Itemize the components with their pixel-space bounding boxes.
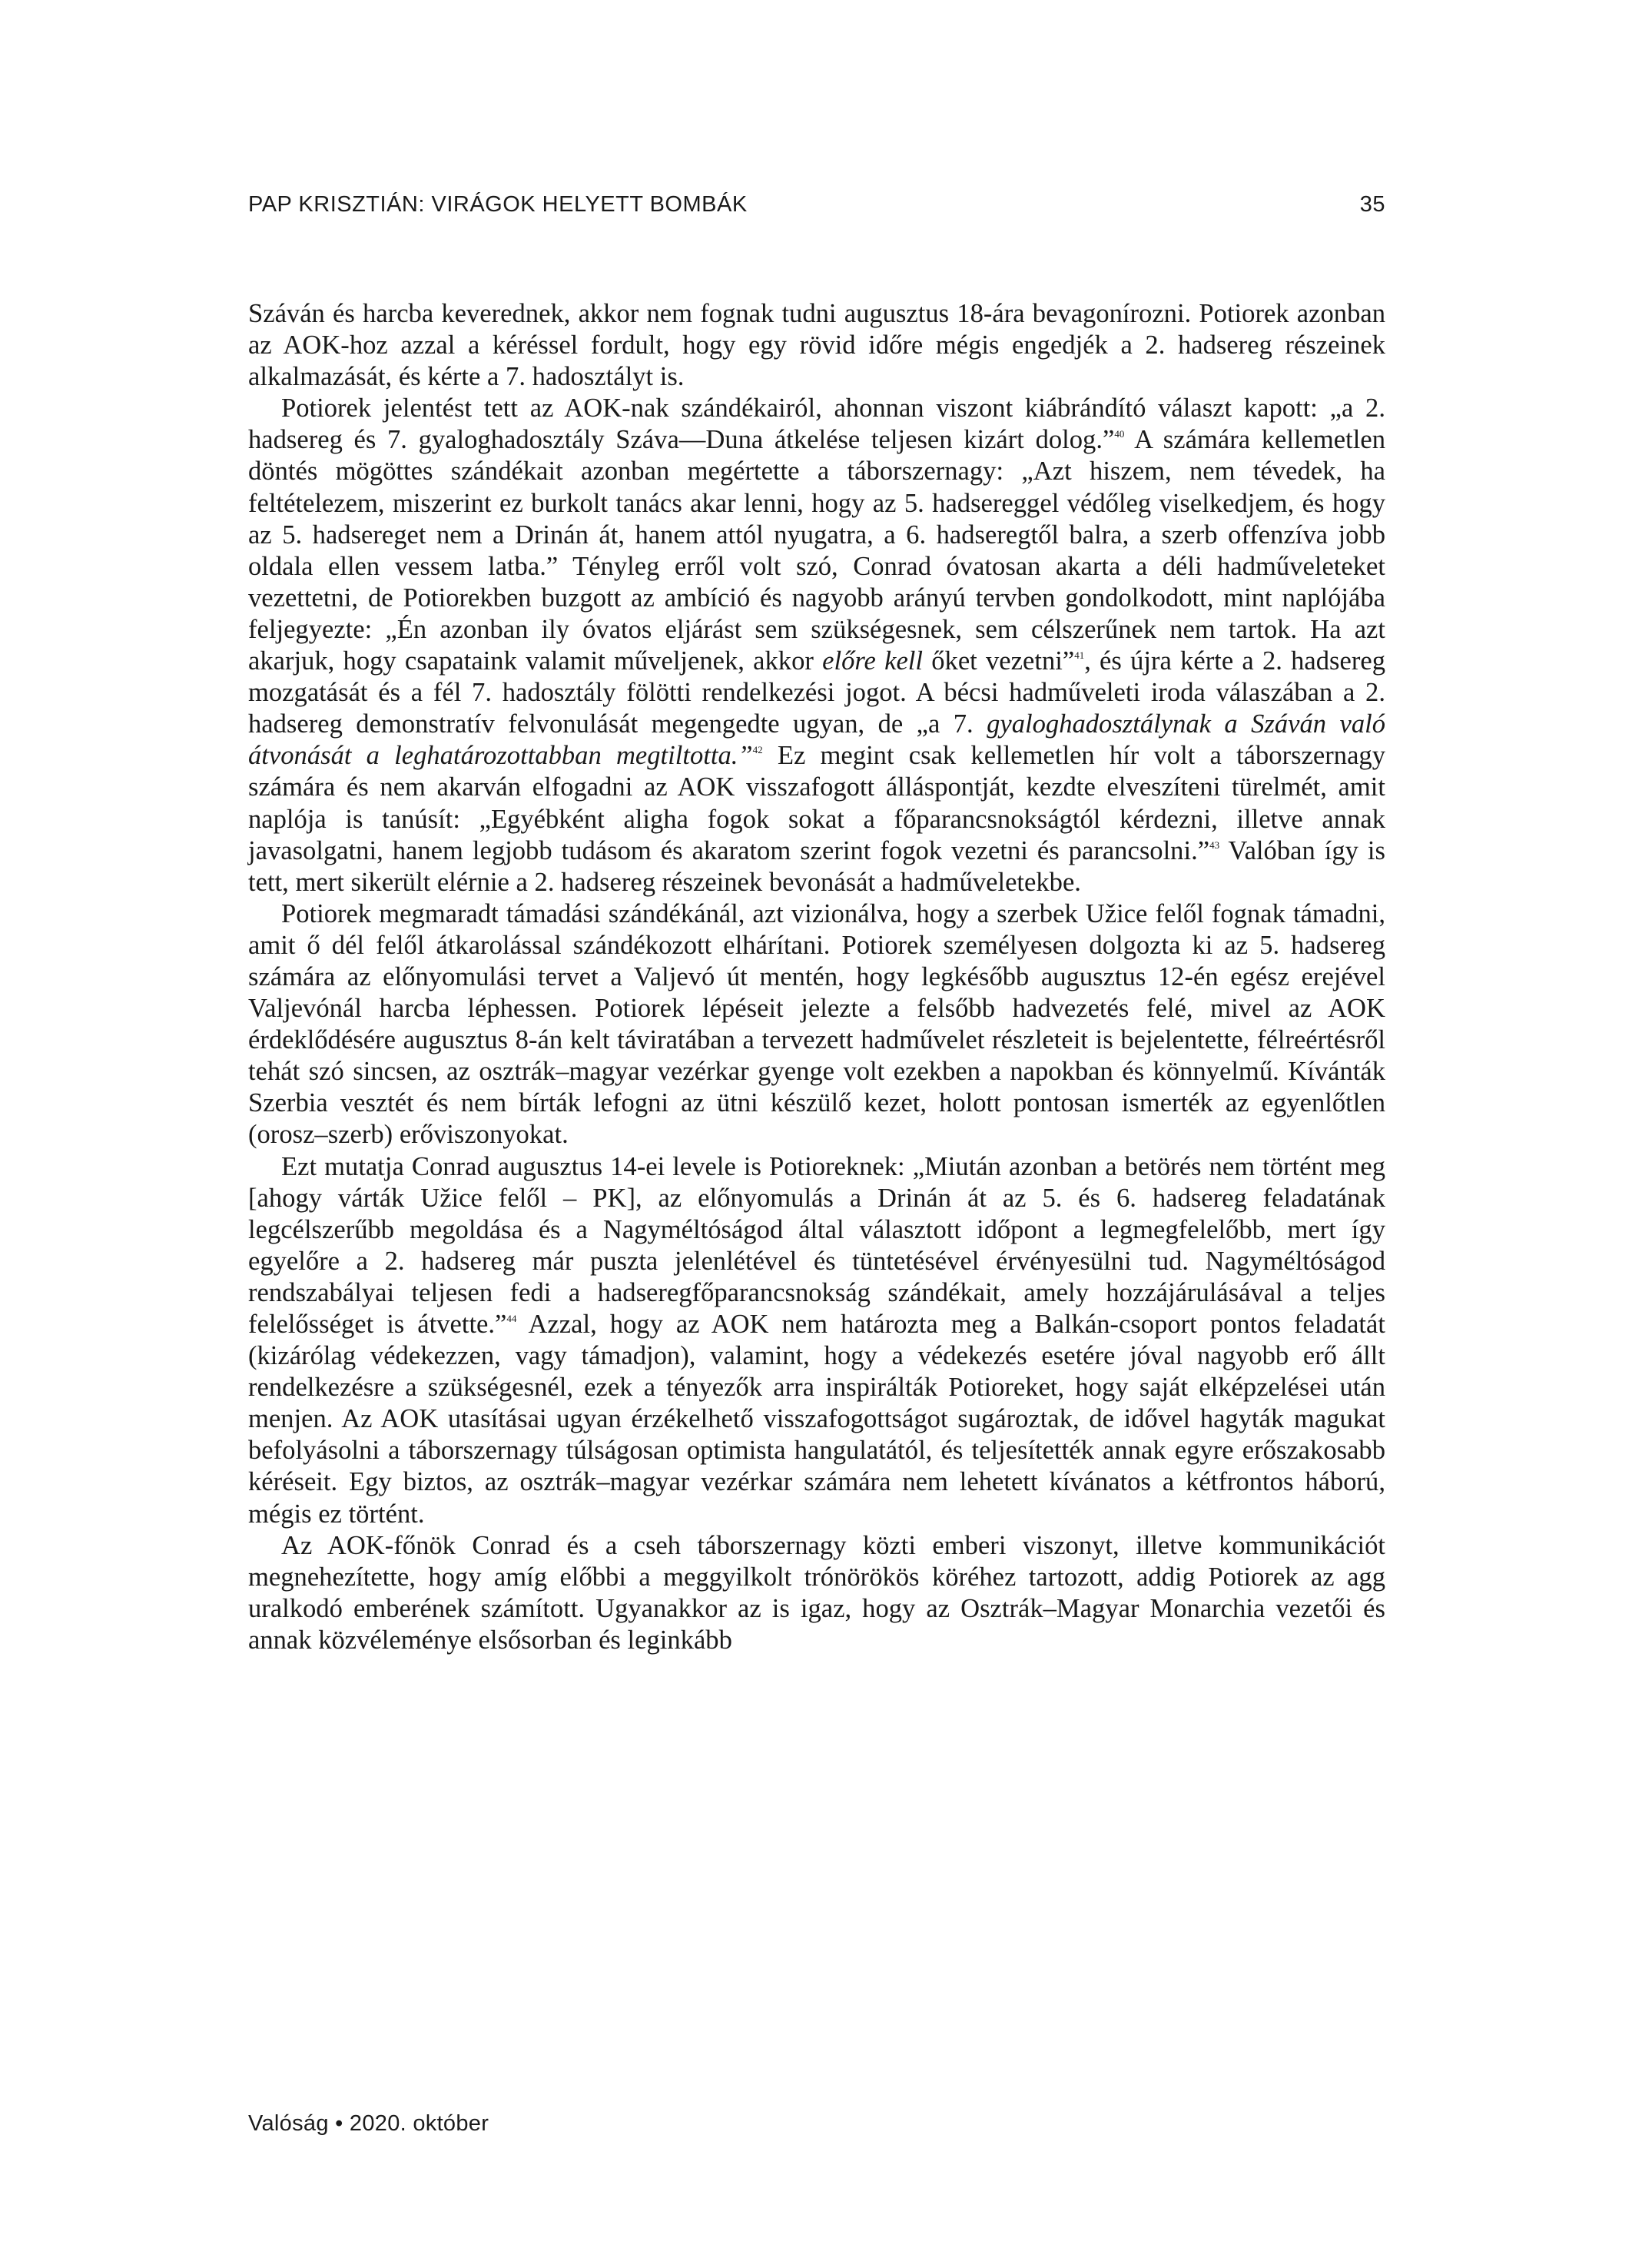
article-body [248,298,1385,1656]
paragraph-text: Az AOK-főnök Conrad és a cseh táborszernagy közti emberi viszonyt, illetve kommunikációt megnehezítette, hogy amíg előbbi a meggyilkolt trónörökös köréhez tartozott, addig Potiorek az agg uralkodó emberének számított. Ugyanakkor az is igaz, hogy az Osztrák–Magyar Monarchia vezetői és annak közvéleménye elsősorban és leginkább [248,1530,1385,1655]
paragraph-text: A számára kellemetlen döntés mögöttes szándékait azonban megértette a táborszernagy: „Azt hiszem, nem tévedek, ha feltételezem, miszerint ez burkolt tanács akar lenni, hogy az 5. hadsereggel védőleg viselkedjem, és hogy az 5. hadsereget nem a Drinán át, hanem attól nyugatra, a 6. hadseregtől balra, a szerb offenzíva jobb oldala ellen vessem latba.” Tényleg erről volt szó, Conrad óvatosan akarta a déli hadműveleteket vezettetni, de Potiorekben buzgott az ambíció és nagyobb arányú tervben gondolkodott, mint naplójába feljegyezte: „Én azonban ily óvatos eljárást sem szükségesnek, sem célszerűnek nem tartok. Ha azt akarjuk, hogy csapataink valamit műveljenek, akkor [248,425,1386,676]
paragraph-text: Ez megint csak kellemetlen hír volt a táborszernagy számára és nem akarván elfogadni az AOK visszafogott álláspontját, kezdte elveszíteni türelmét, amit naplója is tanúsít: „Egyébként aligha fogok sokat a főparancsnokságtól kérdezni, illetve annak javasolgatni, hanem legjobb tudásom és akaratom szerint fogok vezetni és parancsolni.” [248,741,1385,865]
italic-quote: gyaloghadosztálynak a Száván való átvonását a leghatározottabban megtiltotta.” [248,709,1386,771]
page-number: 35 [1359,192,1385,217]
paragraph-text: Potiorek megmaradt támadási szándékánál, azt vizionálva, hogy a szerbek Užice felől fognak támadni, amit ő dél felől átkarolással szándékozott elhárítani. Potiorek személyesen dolgozta ki az 5. hadsereg számára az előnyomulási tervet a Valjevó út mentén, hogy legkésőbb augusztus 12-én egész erejével Valjevónál harcba léphessen. Potiorek lépéseit jelezte a felsőbb hadvezetés felé, mivel az AOK érdeklődésére augusztus 8-án kelt táviratában a tervezett hadművelet részleteit is bejelentette, félreértésről tehát szó sincsen, az osztrák–magyar vezérkar gyenge volt ezekben a napokban és könnyelmű. Kívánták Szerbia vesztét és nem bírták lefogni az ütni készülő kezet, holott pontosan ismerték az egyenlőtlen (orosz–szerb) erőviszonyokat. [248,898,1385,1150]
footnote-marker: 43 [1209,838,1220,851]
paragraph-text: Potiorek jelentést tett az AOK-nak szándékairól, ahonnan viszont kiábrándító választ kapott: „a 2. hadsereg és 7. gyaloghadosztály Száva—Duna átkelése teljesen kizárt dolog.” [248,393,1385,455]
body-paragraph [248,1151,1385,1530]
body-paragraph [248,1530,1385,1656]
paragraph-text: Azzal, hogy az AOK nem határozta meg a Balkán-csoport pontos feladatát (kizárólag védekezzen, vagy támadjon), valamint, hogy a védekezés esetére jóval nagyobb erő állt rendelkezésre a szükségesnél, ezek a tényezők arra inspirálták Potioreket, hogy saját elképzelései után menjen. Az AOK utasításai ugyan érzékelhető visszafogottságot sugároztak, de idővel hagyták magukat befolyásolni a táborszernagy túlságosan optimista hangulatától, és teljesítették annak egyre erőszakosabb kéréseit. Egy biztos, az osztrák–magyar vezérkar számára nem lehetett kívánatos a kétfrontos háború, mégis ez történt. [248,1310,1385,1529]
body-paragraph [248,298,1385,393]
italic-quote: előre kell [822,646,924,676]
running-head [248,192,1385,218]
footnote-marker: 40 [1114,428,1125,440]
running-title: PAP KRISZTIÁN: VIRÁGOK HELYETT BOMBÁK [248,192,748,217]
footnote-marker: 42 [752,744,763,756]
paragraph-text: Valóban így is tett, mert sikerült elérnie a 2. hadsereg részeinek bevonását a hadműveletekbe. [248,835,1385,897]
paragraph-text: Ezt mutatja Conrad augusztus 14-ei levele is Potioreknek: „Miután azonban a betörés nem történt meg [ahogy várták Užice felől – PK], az előnyomulás a Drinán át az 5. és 6. hadsereg feladatának legcélszerűbb megoldása és a Nagyméltóságod által választott időpont a legmegfelelőbb, mert így egyelőre a 2. hadsereg már puszta jelenlétével és tüntetésével érvényesülni tud. Nagyméltóságod rendszabályai teljesen fedi a hadseregfőparancsnokság szándékait, amely hozzájárulásával a teljes felelősséget is átvette.” [248,1151,1385,1339]
paragraph-text: Száván és harcba keverednek, akkor nem fognak tudni augusztus 18-ára bevagonírozni. Potiorek azonban az AOK-hoz azzal a kéréssel fordult, hogy egy rövid időre mégis engedjék a 2. hadsereg részeinek alkalmazását, és kérte a 7. hadosztályt is. [248,299,1385,392]
body-paragraph [248,393,1385,898]
footnote-marker: 41 [1074,649,1085,662]
paragraph-text: őket vezetni” [923,646,1075,676]
footer-journal-issue: Valóság • 2020. október [248,2111,489,2136]
footnote-marker: 44 [506,1313,517,1324]
paragraph-text: , és újra kérte a 2. hadsereg mozgatását és a fél 7. hadosztály fölötti rendelkezési jogot. A bécsi hadműveleti iroda válaszában a 2. hadsereg demonstratív felvonulását megengedte ugyan, de „a 7. [248,646,1385,739]
body-paragraph [248,898,1385,1151]
